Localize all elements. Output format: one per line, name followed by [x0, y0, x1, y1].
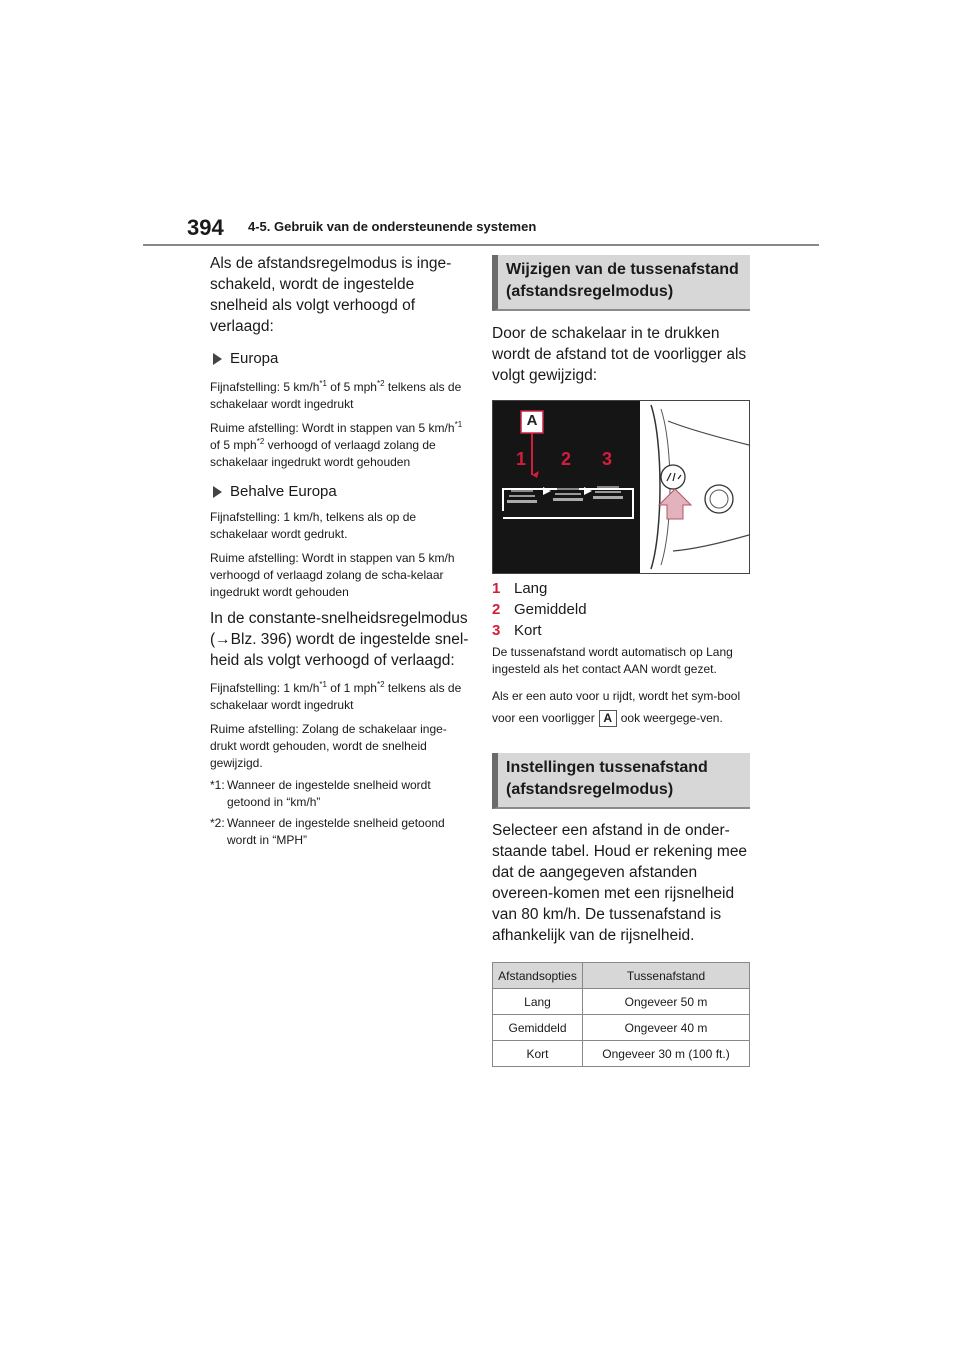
non-europe-fine-adjust: Fijnafstelling: 1 km/h, telkens als op de schakelaar wordt gedrukt. [210, 510, 417, 541]
press-arrow-icon [659, 489, 691, 519]
table-header: Tussenafstand [583, 963, 750, 989]
constant-fine-adjust [210, 680, 472, 714]
page-number: 394 [187, 215, 224, 240]
list-item [492, 599, 750, 620]
section-heading-distance-change: Wijzigen van de tussenafstand (afstandsregelmodus) [492, 255, 750, 311]
item-label: Gemiddeld [514, 601, 587, 618]
header-rule [143, 244, 819, 246]
footnote-ref: *2 [376, 680, 385, 689]
footnote-1 [210, 777, 472, 811]
panel-line [668, 421, 749, 445]
non-europe-label: Behalve Europa [230, 483, 337, 500]
text-run: telkens als de schakelaar wordt ingedrukt [210, 380, 462, 411]
item-number: 3 [492, 622, 501, 639]
intro-paragraph: Als de afstandsregelmodus is inge-schakeld, wordt de ingestelde snelheid als volgt verhoogd of verlaagd: [210, 255, 452, 335]
footnote-text: Wanneer de ingestelde snelheid getoond wordt in “MPH” [227, 816, 445, 847]
figure-label-a: A [526, 412, 538, 429]
distance-switch [661, 465, 685, 489]
text-run: ook weergege-ven. [620, 711, 723, 725]
non-europe-coarse-adjust: Ruime afstelling: Wordt in stappen van 5 km/h verhoogd of verlaagd zolang de scha-kelaar ingedrukt wordt gehouden [210, 551, 455, 599]
table-row [493, 1015, 750, 1041]
item-number: 1 [492, 580, 501, 597]
text-run: Als er een auto voor u rijdt, wordt het sym-bool voor een voorligger [492, 689, 741, 725]
item-number: 2 [492, 601, 501, 618]
table-row [493, 1041, 750, 1067]
vehicle-bars-2 [553, 488, 583, 501]
footnote-mark: *1: [210, 778, 225, 792]
panel-line [673, 535, 749, 551]
distance-change-paragraph: Door de schakelaar in te drukken wordt de afstand tot de voorligger als volgt gewijzigd: [492, 325, 747, 384]
europe-heading [210, 350, 472, 367]
distance-settings-paragraph: Selecteer een afstand in de onder-staande tabel. Houd er rekening mee dat de aangegeven afstanden overeen-komen met een rijsnelheid van 80 km/h. De tussenafstand is afhankelijk van de rijsnelheid. [492, 822, 748, 944]
table-cell: Ongeveer 30 m (100 ft.) [583, 1041, 750, 1067]
list-item [492, 620, 750, 641]
europe-coarse-adjust [210, 420, 472, 471]
footnote-ref: *2 [256, 437, 265, 446]
item-label: Lang [514, 580, 548, 597]
text-run: verhoogd of verlaagd zolang de schakelaar ingedrukt wordt gehouden [210, 438, 436, 469]
footnote-ref: *1 [319, 680, 327, 689]
table-row [493, 989, 750, 1015]
table-cell: Kort [493, 1041, 583, 1067]
text-run: Fijnafstelling: 5 km/h [210, 380, 320, 394]
text-run: of 5 mph [210, 438, 257, 452]
figure-label-1: 1 [516, 449, 527, 469]
text-run: telkens als de schakelaar wordt ingedrukt [210, 681, 462, 712]
section-title: 4-5. Gebruik van de ondersteunende systemen [248, 219, 537, 234]
footnote-2 [210, 815, 472, 849]
table-cell: Ongeveer 40 m [583, 1015, 750, 1041]
steering-wheel-edge [651, 405, 660, 569]
distance-table [492, 962, 750, 1067]
figure-label-2: 2 [561, 449, 572, 469]
non-europe-heading [210, 483, 472, 500]
footnote-ref: *1 [319, 379, 327, 388]
table-header-row [493, 963, 750, 989]
left-column [210, 253, 472, 849]
adjacent-switch [705, 485, 733, 513]
footnote-mark: *2: [210, 816, 225, 830]
text-run: of 1 mph [326, 681, 377, 695]
vehicle-bars-3 [593, 486, 623, 499]
europe-label: Europa [230, 350, 279, 367]
table-header: Afstandsopties [493, 963, 583, 989]
section-heading-distance-settings: Instellingen tussenafstand (afstandsregelmodus) [492, 753, 750, 809]
table-cell: Lang [493, 989, 583, 1015]
constant-coarse-adjust: Ruime afstelling: Zolang de schakelaar inge-drukt wordt gehouden, wordt de snelheid gewijzigd. [210, 722, 447, 770]
footnote-text: Wanneer de ingestelde snelheid wordt getoond in “km/h” [227, 778, 431, 809]
footnote-ref: *1 [454, 420, 463, 429]
preceding-vehicle-symbol: A [599, 710, 617, 727]
triangle-bullet-icon [213, 353, 222, 365]
auto-long-note: De tussenafstand wordt automatisch op Lang ingesteld als het contact AAN wordt gezet. [492, 645, 733, 676]
switch-figure [492, 400, 750, 574]
footnote-ref: *2 [376, 379, 385, 388]
item-label: Kort [514, 622, 542, 639]
distance-options-list [492, 578, 750, 641]
list-item [492, 578, 750, 599]
vehicle-symbol-note [492, 685, 750, 729]
text-run: Fijnafstelling: 1 km/h [210, 681, 320, 695]
text-run: of 5 mph [326, 380, 377, 394]
figure-label-3: 3 [602, 449, 613, 469]
table-cell: Gemiddeld [493, 1015, 583, 1041]
europe-fine-adjust [210, 379, 472, 413]
triangle-bullet-icon [213, 486, 222, 498]
vehicle-bars-1 [507, 490, 537, 503]
table-cell: Ongeveer 50 m [583, 989, 750, 1015]
constant-speed-paragraph: In de constante-snelheidsregelmodus (→Blz. 396) wordt de ingestelde snel-heid als volgt verhoogd of verlaagd: [210, 610, 469, 669]
text-run: Ruime afstelling: Wordt in stappen van 5 km/h [210, 421, 455, 435]
right-column [492, 255, 750, 1067]
